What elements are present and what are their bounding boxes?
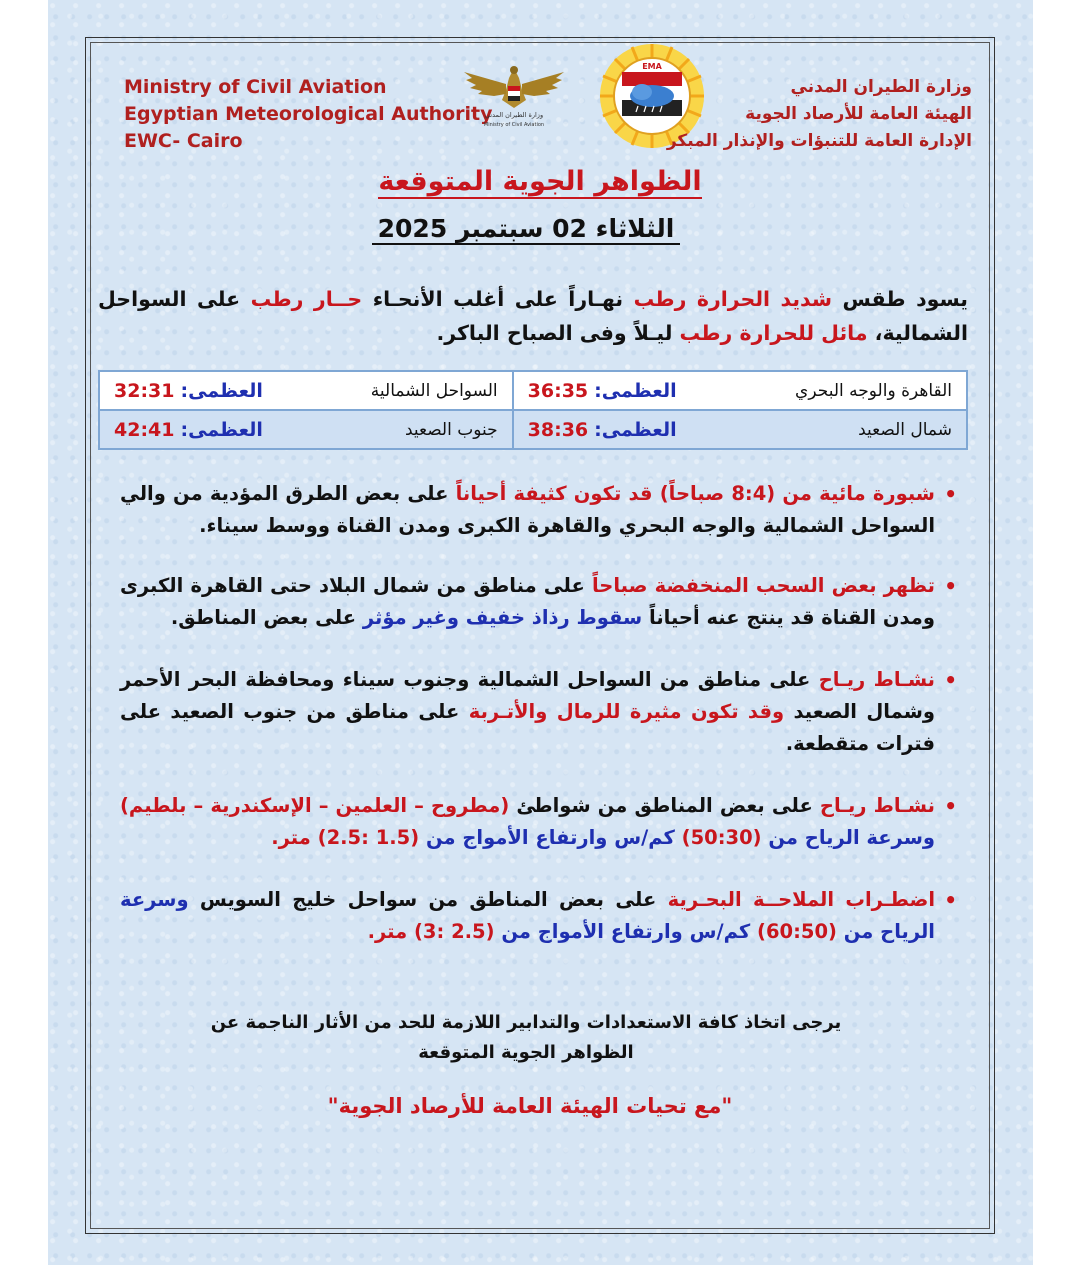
- list-item: [120, 570, 935, 634]
- item-highlight-blue: سقوط رذاذ خفيف وغير مؤثر: [362, 606, 643, 629]
- item-text: على بعض الطرق المؤدية من والي السواحل الشمالية والوجه البحري والقاهرة الكبرى ومدن القناة ووسط سيناء.: [120, 482, 935, 537]
- max-temp: [528, 419, 677, 441]
- item-highlight: شبورة مائية من (8:4 صباحاً) قد تكون كثيفة أحياناً: [455, 482, 935, 505]
- item-highlight: تظهر بعض السحب المنخفضة صباحاً: [591, 574, 936, 597]
- max-value: 32:31: [114, 379, 175, 402]
- item-text: على بعض المناطق.: [170, 606, 363, 629]
- list-item: [120, 478, 935, 542]
- max-value: 36:35: [527, 379, 589, 402]
- item-text: على مناطق من شمال البلاد حتى القاهرة الكبرى ومدن القناة قد ينتج عنه أحياناً: [120, 574, 935, 629]
- temperature-table: [98, 370, 968, 450]
- item-highlight: (مطروح – العلمين – الإسكندرية – بلطيم): [120, 794, 510, 817]
- document-title: الظواهر الجوية المتوقعة: [378, 166, 702, 197]
- summary-highlight: حــار رطب: [250, 287, 363, 311]
- wind-speed: (50:30): [681, 826, 762, 849]
- table-row: [99, 410, 967, 449]
- header-english: [124, 74, 493, 155]
- item-highlight: نشـاط ريـاح: [818, 668, 935, 691]
- table-cell: [99, 371, 513, 410]
- max-label: العظمى:: [594, 379, 677, 402]
- document-date: الثلاثاء 02 سبتمبر 2025: [372, 214, 681, 245]
- max-value: 38:36: [527, 418, 589, 441]
- summary-text: يسود طقس: [832, 287, 968, 311]
- region-name: السواحل الشمالية: [370, 380, 498, 401]
- item-text-blue: كم/س وارتفاع الأمواج من: [419, 826, 682, 849]
- wave-height: (2.5 :3): [413, 920, 495, 943]
- table-cell: [513, 410, 967, 449]
- item-text-blue: وسرعة الرياح من: [761, 826, 935, 849]
- weather-summary: [98, 282, 968, 350]
- max-value: 42:41: [114, 418, 175, 441]
- wind-speed: (60:50): [757, 920, 837, 943]
- region-name: شمال الصعيد: [858, 419, 952, 440]
- max-temp: [114, 380, 263, 402]
- header-authority-ar: الهيئة العامة للأرصاد الجوية: [745, 104, 972, 124]
- table-cell: [513, 371, 967, 410]
- wave-height: (1.5 :2.5): [317, 826, 420, 849]
- item-highlight: نشـاط ريـاح: [819, 794, 935, 817]
- eagle-logo-icon: [462, 60, 566, 130]
- eagle-caption-ar: وزارة الطيران المدني: [484, 111, 544, 119]
- item-text: على بعض المناطق من شواطئ: [509, 794, 820, 817]
- item-text: على مناطق من السواحل الشمالية وجنوب سيناء ومحافظة البحر الأحمر وشمال الصعيد: [120, 668, 935, 723]
- header-ministry-en: Ministry of Civil Aviation: [124, 76, 387, 98]
- header-ministry-ar: وزارة الطيران المدني: [790, 77, 972, 97]
- summary-text: ليـلاً وفى الصباح الباكر.: [436, 321, 680, 345]
- item-text-blue: كم/س وارتفاع الأمواج من: [494, 920, 758, 943]
- summary-text: نهـاراً على أغلب الأنحـاء: [362, 287, 634, 311]
- document-date-wrap: [0, 212, 1052, 246]
- advisory-note: [0, 1008, 1052, 1068]
- header-authority-en: Egyptian Meteorological Authority: [124, 103, 493, 125]
- item-text: متر.: [271, 826, 318, 849]
- summary-highlight: مائل للحرارة رطب: [679, 321, 868, 345]
- item-text-blue: وسرعة الرياح من: [120, 888, 935, 943]
- max-label: العظمى:: [180, 418, 263, 441]
- advisory-line: يرجى اتخاذ كافة الاستعدادات والتدابير اللازمة للحد من الأثار الناجمة عن: [210, 1012, 842, 1033]
- document-title-wrap: [0, 163, 1080, 201]
- max-temp: [114, 419, 263, 441]
- advisory-line: الظواهر الجوية المتوقعة: [418, 1042, 634, 1063]
- item-text: على بعض المناطق من سواحل خليج السويس: [188, 888, 668, 911]
- item-text: متر.: [367, 920, 414, 943]
- list-item: [120, 884, 935, 948]
- region-name: القاهرة والوجه البحري: [795, 380, 952, 401]
- header-center-ar: الإدارة العامة للتنبؤات والإنذار المبكر: [666, 131, 972, 151]
- header-center-en: EWC- Cairo: [124, 130, 243, 152]
- list-item: [120, 664, 935, 760]
- summary-highlight: شديد الحرارة رطب: [633, 287, 833, 311]
- item-text: على مناطق من جنوب الصعيد على فترات متقطعة.: [120, 700, 935, 755]
- ema-label: EMA: [642, 62, 662, 71]
- max-label: العظمى:: [594, 418, 677, 441]
- max-temp: [528, 380, 677, 402]
- table-cell: [99, 410, 513, 449]
- table-row: [99, 371, 967, 410]
- item-highlight: اضطـراب الملاحــة البحـرية: [667, 888, 935, 911]
- phenomena-list: [120, 478, 957, 948]
- eagle-caption-en: Ministry of Civil Aviation: [483, 122, 545, 128]
- header-arabic: [667, 74, 972, 155]
- item-highlight: وقد تكون مثيرة للرمال والأتـربة: [468, 700, 785, 723]
- summary-text: على السواحل الشمالية،: [98, 287, 968, 345]
- list-item: [120, 790, 935, 854]
- max-label: العظمى:: [180, 379, 263, 402]
- closing-greeting: "مع تحيات الهيئة العامة للأرصاد الجوية": [327, 1094, 733, 1118]
- region-name: جنوب الصعيد: [404, 419, 498, 440]
